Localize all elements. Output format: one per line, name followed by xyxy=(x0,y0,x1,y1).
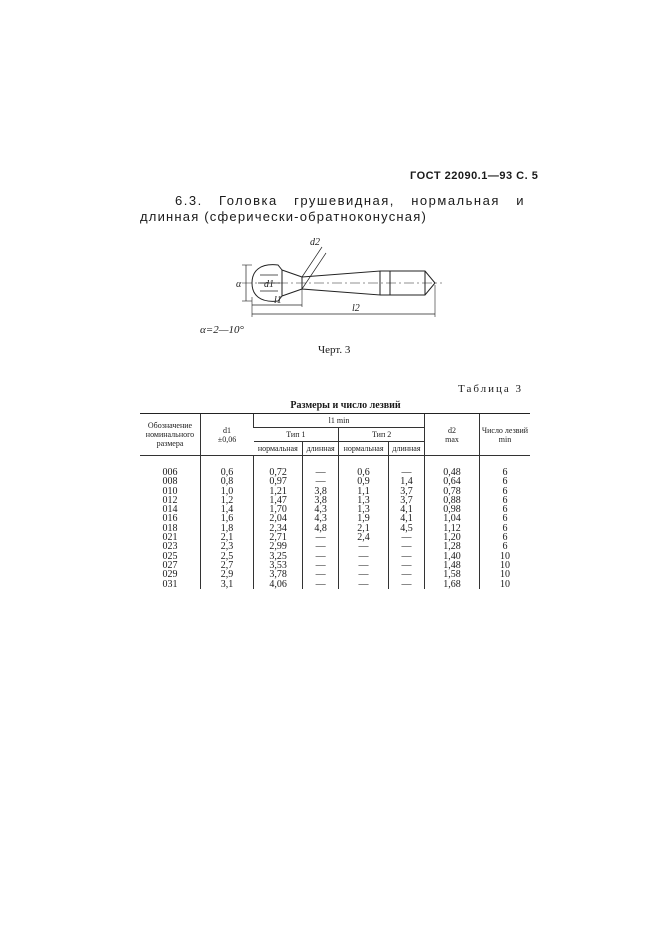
table-cell: — xyxy=(303,580,339,589)
th-d2-symbol: d2 xyxy=(448,425,456,435)
th-type2-long: длинная xyxy=(388,442,424,456)
figure-caption: Черт. 3 xyxy=(318,344,351,356)
table-cell: 021 xyxy=(162,532,178,544)
table-cell: — xyxy=(388,561,424,570)
table-row xyxy=(140,456,530,478)
table-cell: 010 xyxy=(162,485,178,497)
table-cell: 0,72 xyxy=(254,456,303,478)
table-cell: 1,0 xyxy=(201,487,254,496)
th-designation: Обозначение номинального размера xyxy=(140,414,201,456)
table-cell: 1,6 xyxy=(201,514,254,523)
th-d1-tolerance: ±0,06 xyxy=(217,434,237,444)
table-cell: 2,99 xyxy=(254,542,303,551)
table-cell: 0,78 xyxy=(425,487,480,496)
label-l1: l1 xyxy=(274,295,282,306)
section-title-line1: 6.3. Головка грушевидная, нормальная и xyxy=(175,193,525,208)
table-cell: 1,20 xyxy=(425,533,480,542)
table-cell: 1,3 xyxy=(339,505,389,514)
table-cell: 1,8 xyxy=(201,524,254,533)
table-cell: 1,28 xyxy=(425,542,480,551)
table-cell: 10 xyxy=(480,570,531,579)
table-cell: 4,3 xyxy=(303,514,339,523)
table-body xyxy=(140,456,530,589)
table-cell: 2,04 xyxy=(254,514,303,523)
table-cell: — xyxy=(303,570,339,579)
table-cell: — xyxy=(303,552,339,561)
table-cell: 2,1 xyxy=(201,533,254,542)
table-cell: 025 xyxy=(162,550,178,562)
table-cell: 2,1 xyxy=(339,524,389,533)
table-cell: — xyxy=(388,542,424,551)
table-label: Таблица 3 xyxy=(458,383,524,395)
table-cell: — xyxy=(339,570,389,579)
table-cell: 006 xyxy=(162,467,178,478)
table-cell: 2,3 xyxy=(201,542,254,551)
table-cell: 016 xyxy=(162,513,178,525)
table-cell: 023 xyxy=(162,541,178,553)
table-cell: 0,98 xyxy=(425,505,480,514)
table-cell: 0,6 xyxy=(339,456,389,478)
th-blades: Число лезвий min xyxy=(480,414,531,456)
th-d1-symbol: d1 xyxy=(223,425,231,435)
table-cell: 014 xyxy=(162,504,178,516)
table-cell: 0,6 xyxy=(201,456,254,478)
alpha-note: α=2—10° xyxy=(200,324,244,336)
table-cell: 012 xyxy=(162,494,178,506)
table-cell: 1,4 xyxy=(388,477,424,486)
label-d2: d2 xyxy=(310,237,320,248)
table-cell: 1,47 xyxy=(254,496,303,505)
dimensions-table xyxy=(140,413,530,589)
page-header: ГОСТ 22090.1—93 С. 5 xyxy=(410,170,539,182)
table-cell: 0,88 xyxy=(425,496,480,505)
table-cell: 0,48 xyxy=(425,456,480,478)
table-cell: 0,9 xyxy=(339,477,389,486)
table-title: Размеры и число лезвий xyxy=(290,400,401,411)
table-cell: 4,06 xyxy=(254,580,303,589)
table-cell: 2,5 xyxy=(201,552,254,561)
table-cell: — xyxy=(303,561,339,570)
section-title-line2: длинная (сферически-обратноконусная) xyxy=(140,209,427,224)
table-row xyxy=(140,505,530,514)
table-cell: 3,25 xyxy=(254,552,303,561)
table-cell: 2,34 xyxy=(254,524,303,533)
table-cell: 6 xyxy=(480,514,531,523)
table-cell: — xyxy=(339,542,389,551)
table-row xyxy=(140,580,530,589)
th-type1-normal: нормальная xyxy=(254,442,303,456)
table-cell: 2,71 xyxy=(254,533,303,542)
table-cell: 4,5 xyxy=(388,524,424,533)
table-cell: 6 xyxy=(480,487,531,496)
table-cell: 1,58 xyxy=(425,570,480,579)
table-cell: 10 xyxy=(480,580,531,589)
th-d1 xyxy=(201,414,254,456)
th-d2 xyxy=(425,414,480,456)
table-cell: 0,97 xyxy=(254,477,303,486)
table-cell: 3,7 xyxy=(388,487,424,496)
table-cell: 1,1 xyxy=(339,487,389,496)
table-row xyxy=(140,542,530,551)
table-cell: 008 xyxy=(162,476,178,488)
table-cell: 10 xyxy=(480,561,531,570)
table-cell: 6 xyxy=(480,524,531,533)
table-row xyxy=(140,496,530,505)
label-alpha: α xyxy=(236,279,242,290)
table-cell: 3,1 xyxy=(201,580,254,589)
table-cell: 4,1 xyxy=(388,505,424,514)
table-cell: — xyxy=(339,552,389,561)
table-row xyxy=(140,552,530,561)
label-d1: d1 xyxy=(264,279,274,290)
table-cell: 3,8 xyxy=(303,496,339,505)
table-cell: 2,9 xyxy=(201,570,254,579)
th-type2: Тип 2 xyxy=(339,428,425,442)
table-cell: 1,12 xyxy=(425,524,480,533)
table-row xyxy=(140,570,530,579)
table-cell: 1,3 xyxy=(339,496,389,505)
table-cell: — xyxy=(303,456,339,478)
table-cell: 031 xyxy=(162,578,178,590)
table-cell: 1,21 xyxy=(254,487,303,496)
table-cell: — xyxy=(339,580,389,589)
table-row xyxy=(140,524,530,533)
th-type1: Тип 1 xyxy=(254,428,339,442)
table-cell: 027 xyxy=(162,559,178,571)
table-cell: 3,7 xyxy=(388,496,424,505)
label-l2: l2 xyxy=(352,303,360,314)
table-cell: — xyxy=(339,561,389,570)
table-cell: 0,8 xyxy=(201,477,254,486)
table-cell: 1,4 xyxy=(201,505,254,514)
table-row xyxy=(140,487,530,496)
table-row xyxy=(140,533,530,542)
table-cell: 018 xyxy=(162,522,178,534)
th-l1: l1 min xyxy=(254,414,425,428)
table-cell: 1,48 xyxy=(425,561,480,570)
table-cell: 6 xyxy=(480,477,531,486)
table-cell: — xyxy=(388,552,424,561)
table-cell: 6 xyxy=(480,533,531,542)
table-cell: 6 xyxy=(480,505,531,514)
table-cell: — xyxy=(388,456,424,478)
table-cell: 1,70 xyxy=(254,505,303,514)
table-cell: 1,04 xyxy=(425,514,480,523)
table-cell: — xyxy=(388,570,424,579)
table-cell: 3,78 xyxy=(254,570,303,579)
table-cell: — xyxy=(388,580,424,589)
table-cell: — xyxy=(303,542,339,551)
table-cell: — xyxy=(303,533,339,542)
table-cell: — xyxy=(303,477,339,486)
table-cell: 4,1 xyxy=(388,514,424,523)
table-cell: 6 xyxy=(480,542,531,551)
th-type1-long: длинная xyxy=(303,442,339,456)
table-cell: 4,8 xyxy=(303,524,339,533)
table-cell: 2,4 xyxy=(339,533,389,542)
table-cell: 1,9 xyxy=(339,514,389,523)
bur-drawing xyxy=(230,225,445,325)
table-row xyxy=(140,477,530,486)
table-cell: 6 xyxy=(480,456,531,478)
table-cell: 10 xyxy=(480,552,531,561)
table-cell: 1,68 xyxy=(425,580,480,589)
table-cell: 029 xyxy=(162,569,178,581)
th-d2-max: max xyxy=(445,434,459,444)
table-cell: 1,40 xyxy=(425,552,480,561)
table-cell: 6 xyxy=(480,496,531,505)
table-cell: 2,7 xyxy=(201,561,254,570)
table-row xyxy=(140,514,530,523)
table-cell: — xyxy=(388,533,424,542)
table-cell: 0,64 xyxy=(425,477,480,486)
table-cell: 3,53 xyxy=(254,561,303,570)
table-cell: 1,2 xyxy=(201,496,254,505)
table-cell: 4,3 xyxy=(303,505,339,514)
table-cell: 3,8 xyxy=(303,487,339,496)
table-row xyxy=(140,561,530,570)
th-type2-normal: нормальная xyxy=(339,442,389,456)
